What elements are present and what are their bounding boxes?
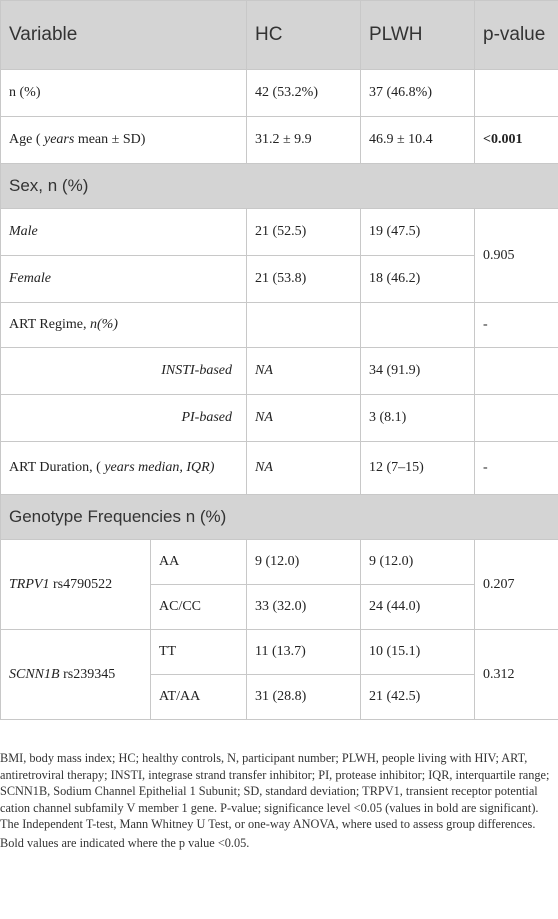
table-row [1,395,558,442]
label-text: mean ± SD) [74,132,146,147]
genotype-cell: AA [151,540,247,585]
cell-plwh: 21 (42.5) [361,675,475,720]
cell-plwh [361,303,475,348]
snp-id: rs239345 [59,666,116,682]
table-row [1,209,558,256]
cell-hc: 9 (12.0) [247,540,361,585]
header-hc: HC [247,1,361,70]
cell-pvalue: - [475,303,558,348]
cell-pvalue: 0.207 [475,540,558,630]
table-footnote [0,750,558,851]
bold-values-note: Bold values are indicated where the p value <0.05. [0,835,250,850]
abbreviations-note: BMI, body mass index; HC; healthy controls, N, participant number; PLWH, people living with HIV; ART, antiretroviral therapy; INSTI, integrase strand transfer inhibitor; PI, protease inhibitor; IQR, interquartile range; SCNN1B, Sodium Channel Epithelial 1 Subunit; SD, standard deviation; TRPV1, transient receptor potential cation channel subfamily V member 1 gene. P-value; significance level <0.05 (values in bold are significant). The Independent T-test, Mann Whitney U Test, or one-way ANOVA, where used to assess group differences. [0,751,550,831]
cell-hc: NA [247,395,361,442]
cell-plwh: 9 (12.0) [361,540,475,585]
label-italic: n(%) [89,317,118,332]
cell-hc: 33 (32.0) [247,585,361,630]
label-italic: years [44,132,75,147]
cell-pvalue: <0.001 [475,117,558,164]
table-row [1,630,558,675]
label-italic: years median, IQR) [104,460,215,475]
cell-hc: 21 (53.8) [247,256,361,303]
cell-hc: NA [247,348,361,395]
cell-plwh: 19 (47.5) [361,209,475,256]
cell-plwh: 34 (91.9) [361,348,475,395]
table-row [1,442,558,495]
table-row [1,348,558,395]
label-text: ART Duration, ( [9,460,105,475]
row-label: Male [1,209,247,256]
table-row [1,540,558,585]
genotype-cell: AC/CC [151,585,247,630]
cell-pvalue [475,395,558,442]
table-row [1,303,558,348]
cell-plwh: 10 (15.1) [361,630,475,675]
cell-pvalue: - [475,442,558,495]
header-variable: Variable [1,1,247,70]
header-plwh: PLWH [361,1,475,70]
table-row [1,70,558,117]
header-pvalue: p-value [475,1,558,70]
cell-plwh: 46.9 ± 10.4 [361,117,475,164]
gene-name: SCNN1B [9,666,60,682]
cell-pvalue [475,70,558,117]
row-label: Female [1,256,247,303]
row-label [1,117,247,164]
row-label [1,442,247,495]
table-header-row [1,1,558,70]
cell-plwh: 24 (44.0) [361,585,475,630]
label-text: ART Regime, [9,317,90,332]
gene-name: TRPV1 [9,576,50,592]
cell-plwh: 18 (46.2) [361,256,475,303]
cell-pvalue: 0.905 [475,209,558,303]
label-text: Age ( [9,132,44,147]
section-header-row [1,164,558,209]
cell-hc [247,303,361,348]
section-title-sex: Sex, n (%) [1,164,558,209]
cell-hc: 31 (28.8) [247,675,361,720]
cell-plwh: 37 (46.8%) [361,70,475,117]
cell-hc: 31.2 ± 9.9 [247,117,361,164]
table-row [1,256,558,303]
cell-plwh: 12 (7–15) [361,442,475,495]
gene-label [1,540,151,630]
row-label: INSTI-based [1,348,247,395]
cell-pvalue: 0.312 [475,630,558,720]
row-label: PI-based [1,395,247,442]
genotype-cell: TT [151,630,247,675]
cell-hc: NA [247,442,361,495]
cell-hc: 21 (52.5) [247,209,361,256]
snp-id: rs4790522 [49,576,113,592]
cell-pvalue [475,348,558,395]
section-header-row [1,495,558,540]
cell-hc: 42 (53.2%) [247,70,361,117]
cell-hc: 11 (13.7) [247,630,361,675]
row-label [1,303,247,348]
gene-label [1,630,151,720]
section-title-genotype: Genotype Frequencies n (%) [1,495,558,540]
genotype-cell: AT/AA [151,675,247,720]
row-label: n (%) [1,70,247,117]
table-row [1,117,558,164]
cell-plwh: 3 (8.1) [361,395,475,442]
